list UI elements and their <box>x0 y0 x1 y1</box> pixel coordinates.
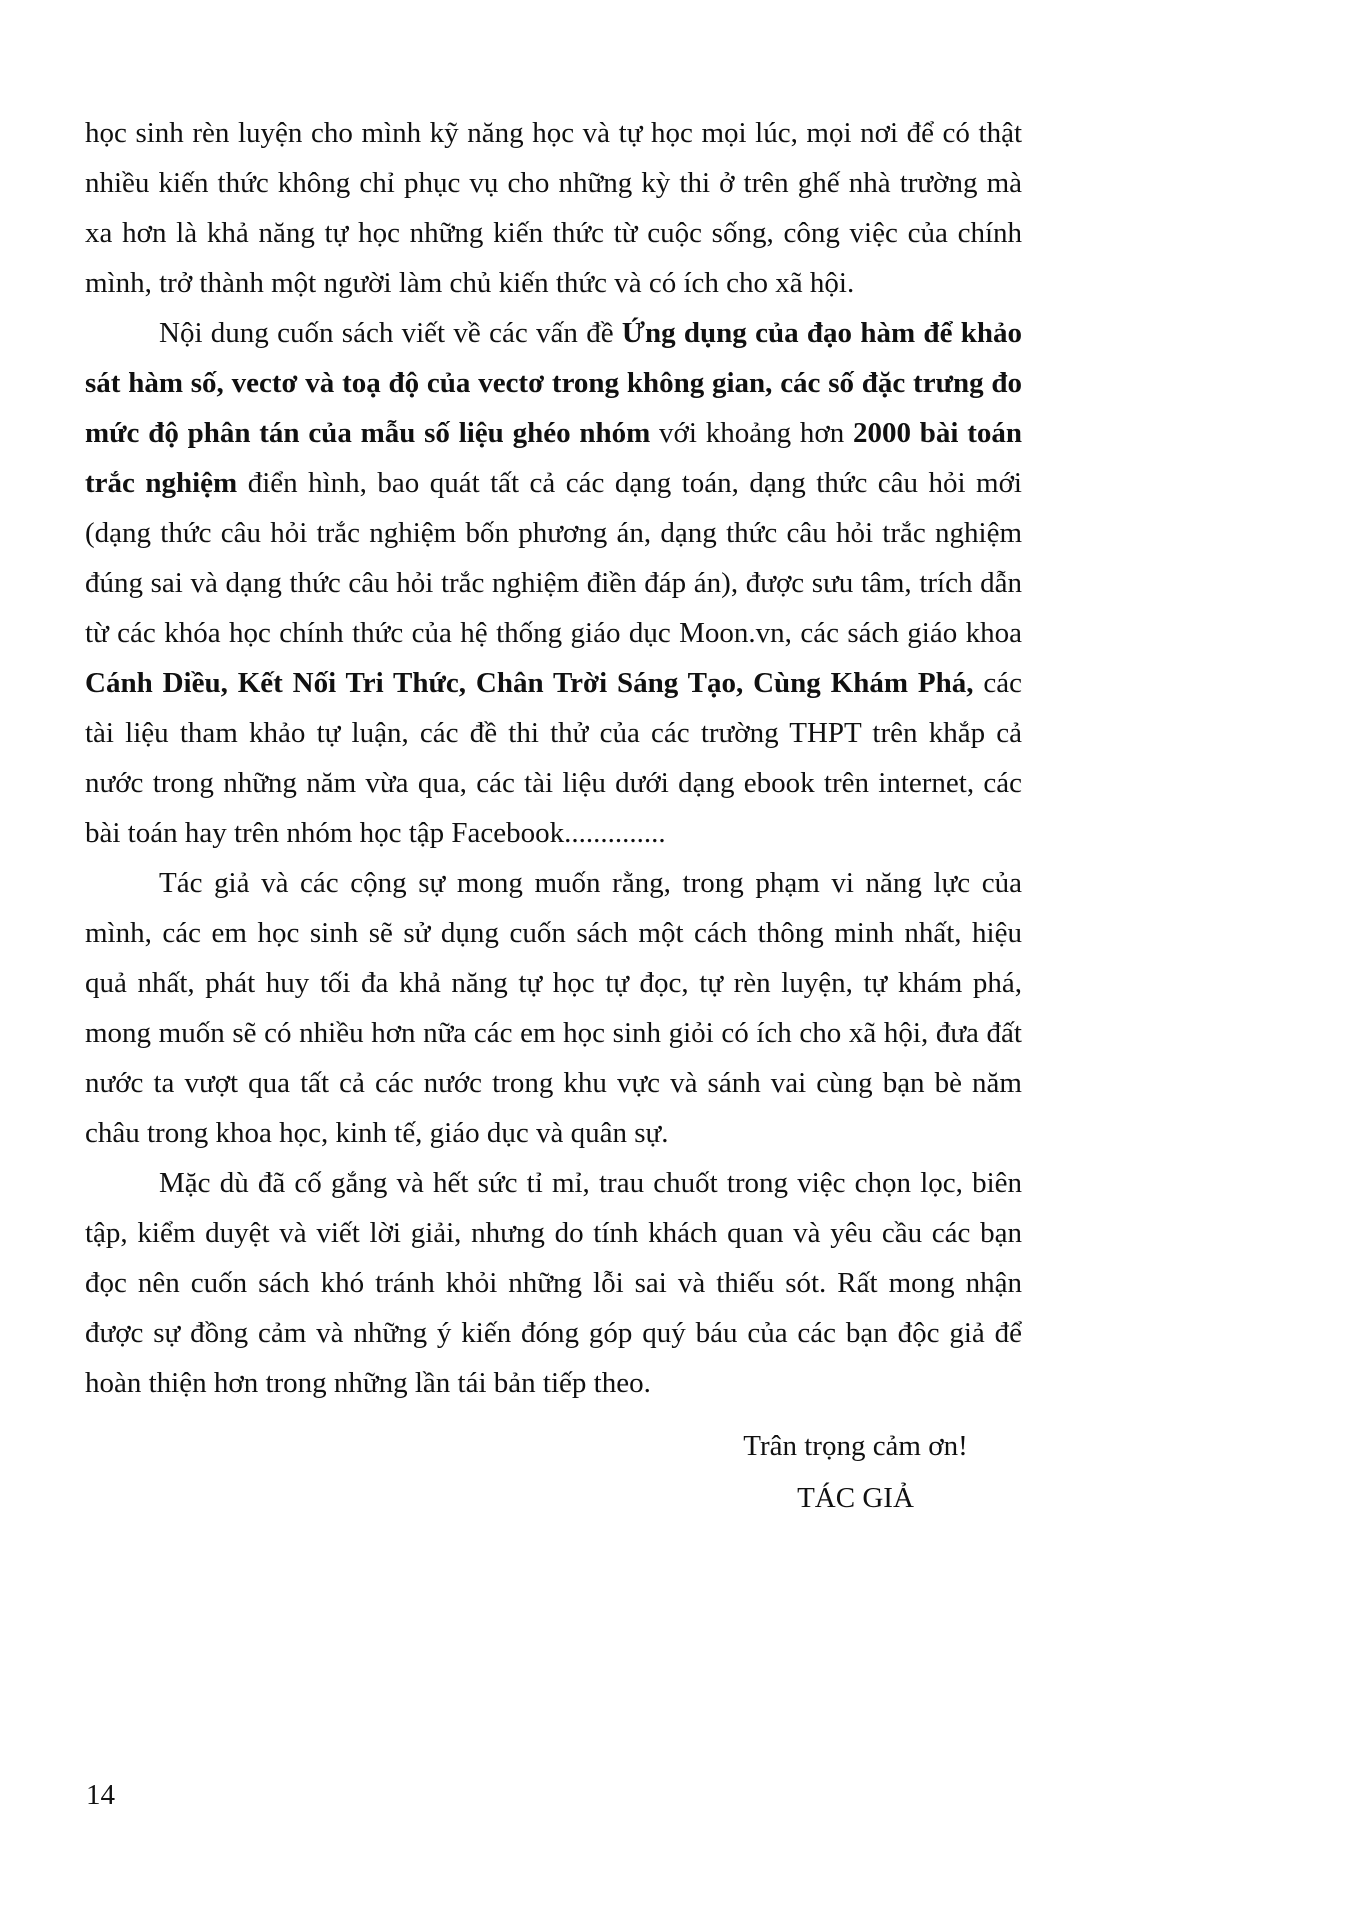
text-run: Tác giả và các cộng sự mong muốn rằng, trong phạm vi năng lực của mình, các em học sinh sẽ sử dụng cuốn sách một cách thông minh nhất, hiệu quả nhất, phát huy tối đa khả năng tự học tự đọc, tự rèn luyện, tự khám phá, mong muốn sẽ có nhiều hơn nữa các em học sinh giỏi có ích cho xã hội, đưa đất nước ta vượt qua tất cả các nước trong khu vực và sánh vai cùng bạn bè năm châu trong khoa học, kinh tế, giáo dục và quân sự. <box>85 867 1022 1149</box>
paragraph <box>85 108 1022 308</box>
text-run: Mặc dù đã cố gắng và hết sức tỉ mỉ, trau chuốt trong việc chọn lọc, biên tập, kiểm duyệt và viết lời giải, nhưng do tính khách quan và yêu cầu các bạn đọc nên cuốn sách khó tránh khỏi những lỗi sai và thiếu sót. Rất mong nhận được sự đồng cảm và những ý kiến đóng góp quý báu của các bạn độc giả để hoàn thiện hơn trong những lần tái bản tiếp theo. <box>85 1167 1022 1399</box>
paragraphs-container <box>85 108 1022 1408</box>
page-number: 14 <box>86 1779 115 1811</box>
paragraph <box>85 858 1022 1158</box>
closing-author: TÁC GIẢ <box>797 1482 914 1514</box>
bold-text-run: 2000 bài toán trắc nghiệm <box>85 417 1022 499</box>
bold-text-run: Ứng dụng của đạo hàm để khảo sát hàm số, vectơ và toạ độ của vectơ trong không gian, các số đặc trưng đo mức độ phân tán của mẫu số liệu ghéo nhóm <box>85 317 1023 449</box>
text-run: Nội dung cuốn sách viết về các vấn đề <box>159 317 622 349</box>
text-run: với khoảng hơn <box>650 417 853 449</box>
bold-text-run: Cánh Diều, Kết Nối Tri Thức, Chân Trời Sáng Tạo, Cùng Khám Phá, <box>85 667 974 699</box>
paragraph <box>85 1158 1022 1408</box>
closing-block <box>703 1420 1008 1524</box>
closing-thanks: Trân trọng cảm ơn! <box>743 1430 968 1462</box>
text-run: điển hình, bao quát tất cả các dạng toán, dạng thức câu hỏi mới (dạng thức câu hỏi trắc nghiệm bốn phương án, dạng thức câu hỏi trắc nghiệm đúng sai và dạng thức câu hỏi trắc nghiệm điền đáp án), được sưu tâm, trích dẫn từ các khóa học chính thức của hệ thống giáo dục Moon.vn, các sách giáo khoa <box>85 467 1022 649</box>
text-run: các tài liệu tham khảo tự luận, các đề thi thử của các trường THPT trên khắp cả nước trong những năm vừa qua, các tài liệu dưới dạng ebook trên internet, các bài toán hay trên nhóm học tập Facebook.............. <box>85 667 1022 849</box>
body-text <box>85 108 1022 1524</box>
text-run: học sinh rèn luyện cho mình kỹ năng học và tự học mọi lúc, mọi nơi để có thật nhiều kiến thức không chỉ phục vụ cho những kỳ thi ở trên ghế nhà trường mà xa hơn là khả năng tự học những kiến thức từ cuộc sống, công việc của chính mình, trở thành một người làm chủ kiến thức và có ích cho xã hội. <box>85 117 1022 299</box>
paragraph <box>85 308 1022 858</box>
